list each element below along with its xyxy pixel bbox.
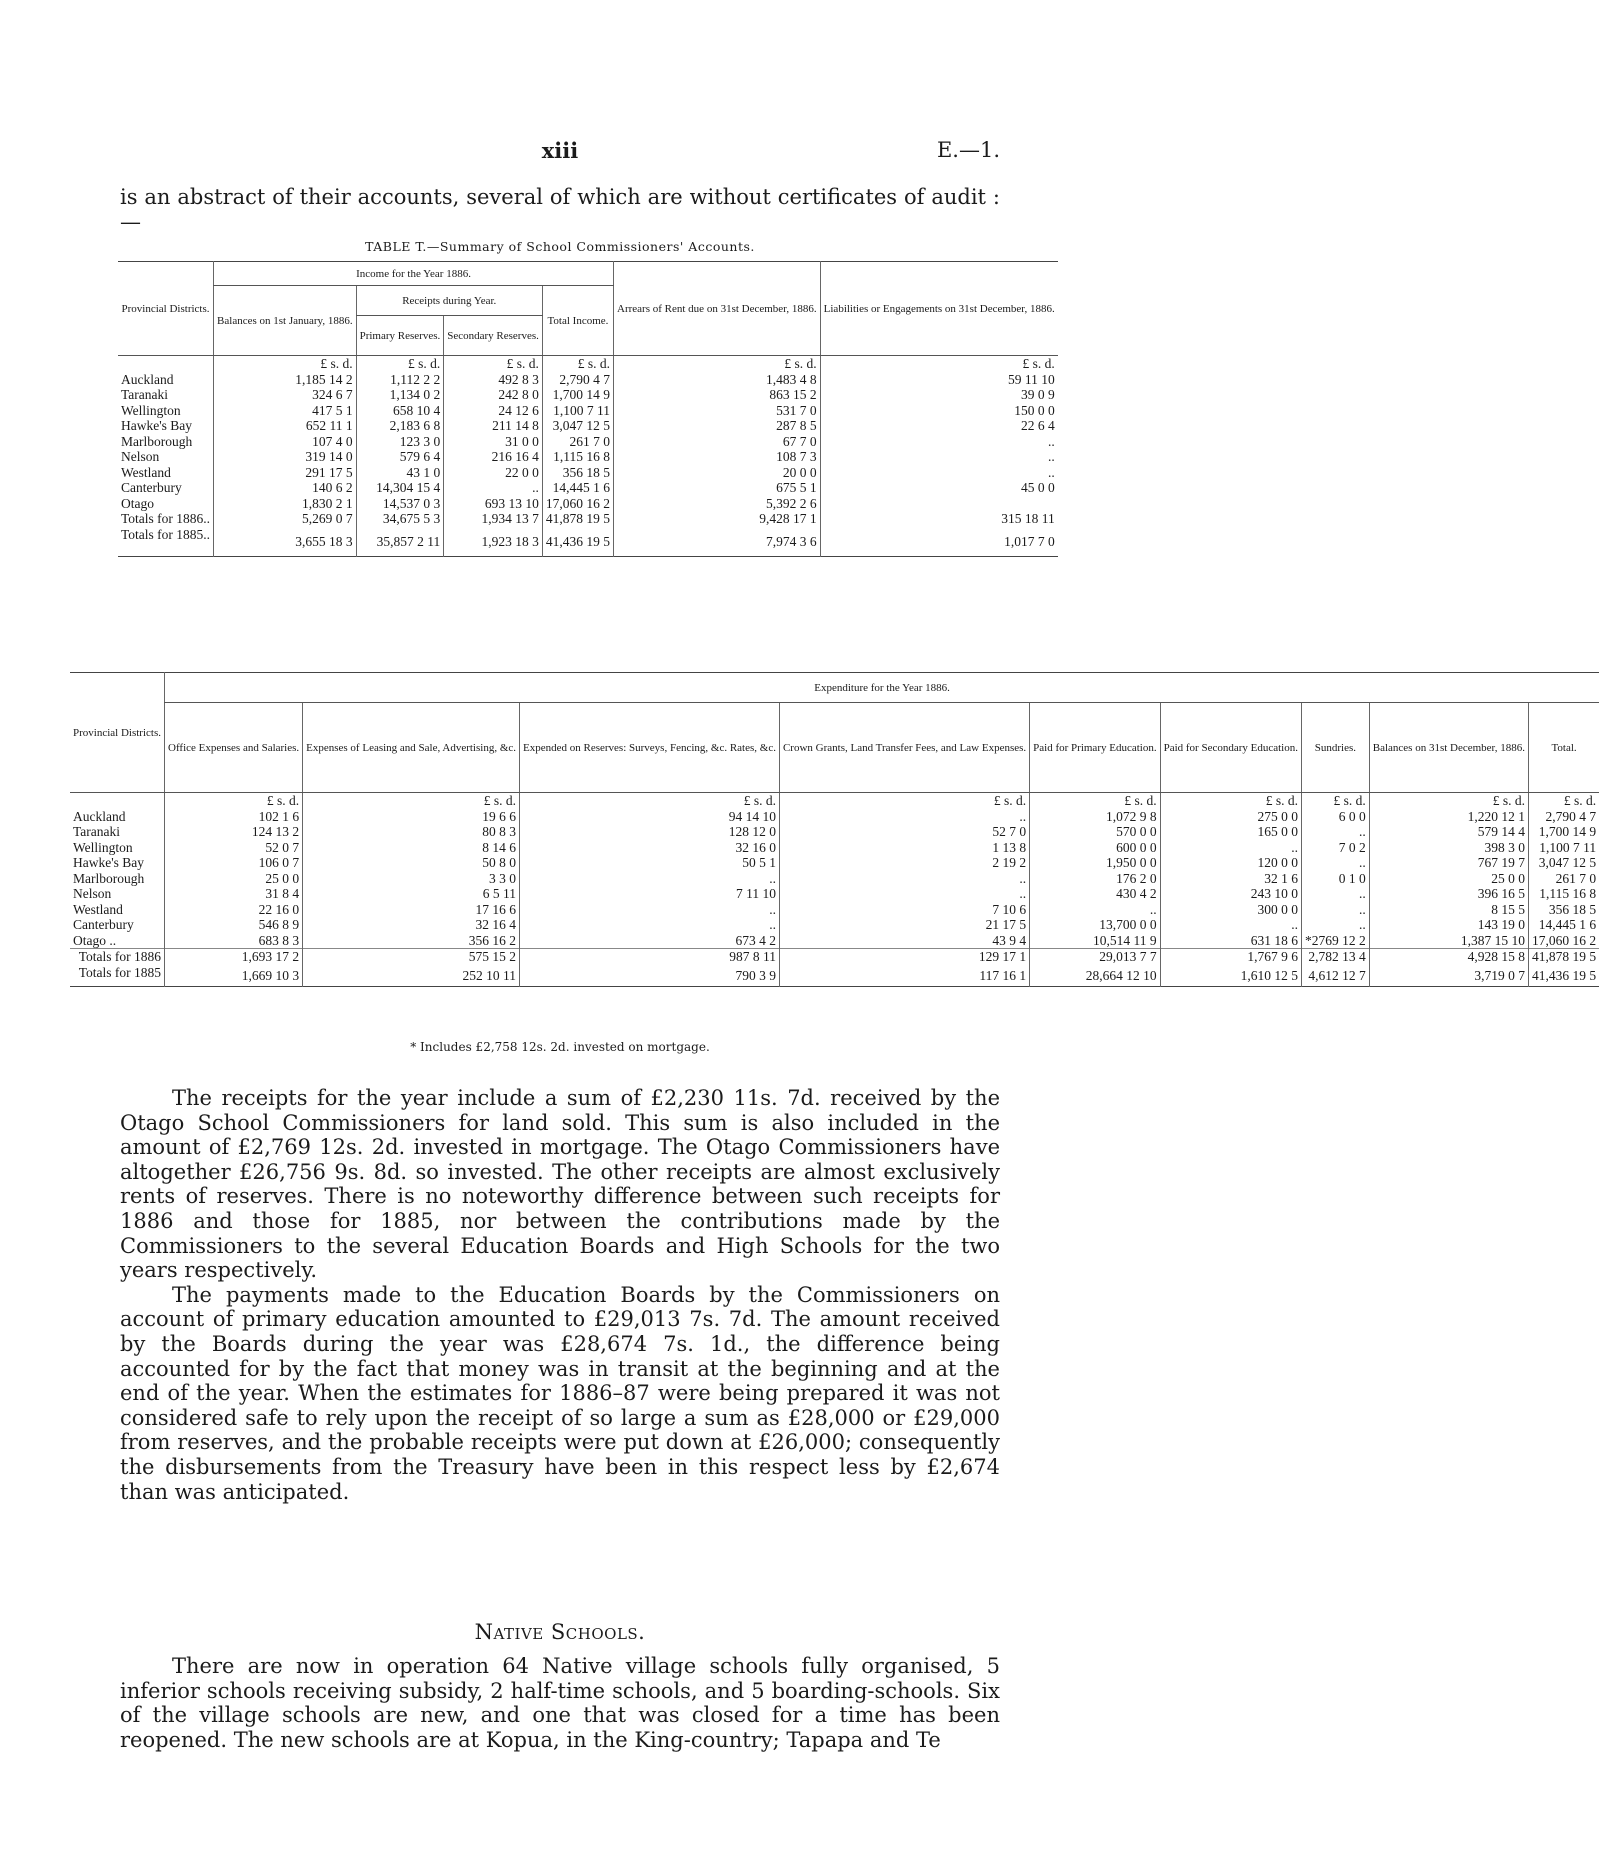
cell: 150 0 0	[820, 403, 1058, 419]
col-header-primary: Primary Reserves.	[356, 316, 444, 356]
table-row	[118, 496, 1058, 512]
unit-label: £ s. d.	[1160, 793, 1301, 809]
cell: 261 7 0	[542, 434, 613, 450]
col-header-balances: Balances on 1st January, 1886.	[214, 286, 357, 356]
intro-text: is an abstract of their accounts, several of which are without certificates of audit :—	[120, 185, 1000, 234]
cell: ..	[820, 449, 1058, 465]
cell: 1,923 18 3	[444, 527, 543, 557]
cell: ..	[779, 809, 1029, 825]
cell: 261 7 0	[1529, 871, 1599, 887]
cell: 1 13 8	[779, 840, 1029, 856]
cell: 324 6 7	[214, 387, 357, 403]
cell: ..	[779, 886, 1029, 902]
cell: 652 11 1	[214, 418, 357, 434]
cell: 683 8 3	[165, 933, 303, 949]
cell: 2,782 13 4	[1301, 949, 1369, 965]
cell: 32 16 0	[520, 840, 780, 856]
cell: 20 0 0	[614, 465, 821, 481]
district-name: Nelson	[121, 449, 160, 464]
table-row	[70, 824, 1599, 840]
cell: 32 16 4	[303, 917, 520, 933]
cell: 34,675 5 3	[356, 511, 444, 527]
totals-label: Totals for 1885	[78, 964, 161, 980]
cell: 25 0 0	[165, 871, 303, 887]
unit-row	[118, 356, 1058, 372]
cell: 675 5 1	[614, 480, 821, 496]
cell: 7 11 10	[520, 886, 780, 902]
table-row	[118, 449, 1058, 465]
cell: 1,934 13 7	[444, 511, 543, 527]
cell: 9,428 17 1	[614, 511, 821, 527]
cell: 600 0 0	[1030, 840, 1160, 856]
cell: 492 8 3	[444, 372, 543, 388]
cell: ..	[520, 902, 780, 918]
cell: 123 3 0	[356, 434, 444, 450]
cell: 128 12 0	[520, 824, 780, 840]
col-header-reserves: Expended on Reserves: Surveys, Fencing, &c. Rates, &c.	[520, 703, 780, 793]
cell: 7 0 2	[1301, 840, 1369, 856]
unit-label: £ s. d.	[542, 356, 613, 372]
cell	[820, 496, 1058, 512]
cell: 2 19 2	[779, 855, 1029, 871]
unit-label: £ s. d.	[820, 356, 1058, 372]
unit-label: £ s. d.	[1369, 793, 1528, 809]
cell: 579 14 4	[1369, 824, 1528, 840]
district-name: Hawke's Bay	[121, 418, 193, 433]
cell: ..	[1030, 902, 1160, 918]
cell: 570 0 0	[1030, 824, 1160, 840]
cell: 3,719 0 7	[1369, 965, 1528, 987]
cell: *2769 12 2	[1301, 933, 1369, 949]
cell: 19 6 6	[303, 809, 520, 825]
table-row	[70, 933, 1599, 949]
district-name: Otago ..	[73, 932, 117, 948]
table-row	[70, 809, 1599, 825]
table-row	[70, 855, 1599, 871]
cell: 1,830 2 1	[214, 496, 357, 512]
col-header-primary-education: Paid for Primary Education.	[1030, 703, 1160, 793]
col-header-balances: Balances on 31st December, 1886.	[1369, 703, 1528, 793]
unit-label: £ s. d.	[614, 356, 821, 372]
col-header-office-expenses: Office Expenses and Salaries.	[165, 703, 303, 793]
cell: 32 1 6	[1160, 871, 1301, 887]
table-row	[70, 917, 1599, 933]
cell: ..	[820, 434, 1058, 450]
cell: ..	[1301, 902, 1369, 918]
cell: 4,928 15 8	[1369, 949, 1528, 965]
cell: 356 16 2	[303, 933, 520, 949]
table-row	[70, 840, 1599, 856]
col-header-sundries: Sundries.	[1301, 703, 1369, 793]
table-caption: TABLE T.—Summary of School Commissioners' Accounts.	[365, 239, 755, 254]
cell: 1,185 14 2	[214, 372, 357, 388]
district-name: Canterbury	[73, 917, 134, 932]
cell: 767 19 7	[1369, 855, 1528, 871]
cell: 790 3 9	[520, 965, 780, 987]
district-name: Westland	[73, 901, 123, 917]
col-header-crown-grants: Crown Grants, Land Transfer Fees, and Law Expenses.	[779, 703, 1029, 793]
unit-label: £ s. d.	[303, 793, 520, 809]
cell: 25 0 0	[1369, 871, 1528, 887]
cell: 430 4 2	[1030, 886, 1160, 902]
cell: 29,013 7 7	[1030, 949, 1160, 965]
unit-label: £ s. d.	[214, 356, 357, 372]
cell: 13,700 0 0	[1030, 917, 1160, 933]
unit-label: £ s. d.	[779, 793, 1029, 809]
cell: ..	[1160, 840, 1301, 856]
cell: 176 2 0	[1030, 871, 1160, 887]
cell: 129 17 1	[779, 949, 1029, 965]
cell: 39 0 9	[820, 387, 1058, 403]
page-header	[120, 138, 1000, 170]
cell: 124 13 2	[165, 824, 303, 840]
cell: ..	[444, 480, 543, 496]
district-name: Taranaki	[121, 387, 169, 402]
cell: 52 7 0	[779, 824, 1029, 840]
paragraph: The payments made to the Education Boards by the Commissioners on account of primary education amounted to £29,013 7s. 7d. The amount received by the Boards during the year was £28,674 7s. 1d., the difference being accounted for by the fact that money was in transit at the beginning and at the end of the year. When the estimates for 1886–87 were being prepared it was not considered safe to rely upon the receipt of so large a sum as £28,000 or £29,000 from reserves, and the probable receipts were put down at £26,000; consequently the disbursements from the Treasury have been in this respect less by £2,674 than was anticipated.	[120, 1282, 1000, 1504]
native-schools-section	[120, 1654, 1000, 1752]
table2-body	[70, 793, 1599, 987]
cell: 31 8 4	[165, 886, 303, 902]
unit-label: £ s. d.	[444, 356, 543, 372]
cell: 4,612 12 7	[1301, 965, 1369, 987]
cell: 575 15 2	[303, 949, 520, 965]
section-heading: Native Schools.	[474, 1620, 646, 1644]
table-row	[118, 418, 1058, 434]
cell: 1,100 7 11	[1529, 840, 1599, 856]
cell: 94 14 10	[520, 809, 780, 825]
table-row	[118, 465, 1058, 481]
cell: 631 18 6	[1160, 933, 1301, 949]
cell: ..	[520, 871, 780, 887]
unit-label: £ s. d.	[165, 793, 303, 809]
district-name: Nelson	[73, 886, 112, 901]
cell: 252 10 11	[303, 965, 520, 987]
cell: 987 8 11	[520, 949, 780, 965]
cell: 275 0 0	[1160, 809, 1301, 825]
unit-label: £ s. d.	[1301, 793, 1369, 809]
cell: 531 7 0	[614, 403, 821, 419]
cell: 5,269 0 7	[214, 511, 357, 527]
district-name: Hawke's Bay	[73, 855, 145, 870]
district-name: Auckland	[73, 808, 126, 824]
cell: 17,060 16 2	[1529, 933, 1599, 949]
cell: 50 8 0	[303, 855, 520, 871]
cell: 211 14 8	[444, 418, 543, 434]
cell: ..	[820, 465, 1058, 481]
unit-label: £ s. d.	[356, 356, 444, 372]
cell: 5,392 2 6	[614, 496, 821, 512]
cell: 10,514 11 9	[1030, 933, 1160, 949]
cell: 546 8 9	[165, 917, 303, 933]
unit-row	[70, 793, 1599, 809]
cell: 14,304 15 4	[356, 480, 444, 496]
cell: 0 1 0	[1301, 871, 1369, 887]
cell: 3 3 0	[303, 871, 520, 887]
table-row	[118, 434, 1058, 450]
col-header-secondary: Secondary Reserves.	[444, 316, 543, 356]
cell: 1,767 9 6	[1160, 949, 1301, 965]
table-row	[70, 886, 1599, 902]
cell: 1,700 14 9	[1529, 824, 1599, 840]
cell: 106 0 7	[165, 855, 303, 871]
district-name: Marlborough	[73, 870, 145, 886]
cell: 319 14 0	[214, 449, 357, 465]
cell: 579 6 4	[356, 449, 444, 465]
cell: ..	[1301, 824, 1369, 840]
totals-row	[70, 965, 1599, 987]
cell: 300 0 0	[1160, 902, 1301, 918]
totals-row	[118, 511, 1058, 527]
cell: 2,790 4 7	[542, 372, 613, 388]
cell: 67 7 0	[614, 434, 821, 450]
cell: 1,387 15 10	[1369, 933, 1528, 949]
cell: 140 6 2	[214, 480, 357, 496]
totals-label: Totals for 1886..	[121, 511, 211, 526]
cell: 1,072 9 8	[1030, 809, 1160, 825]
cell: 7 10 6	[779, 902, 1029, 918]
cell: 108 7 3	[614, 449, 821, 465]
cell: 45 0 0	[820, 480, 1058, 496]
cell: 8 14 6	[303, 840, 520, 856]
cell: 14,537 0 3	[356, 496, 444, 512]
cell: 3,655 18 3	[214, 527, 357, 557]
cell: 17,060 16 2	[542, 496, 613, 512]
cell: 41,436 19 5	[1529, 965, 1599, 987]
cell: 243 10 0	[1160, 886, 1301, 902]
cell: 22 16 0	[165, 902, 303, 918]
cell: 398 3 0	[1369, 840, 1528, 856]
cell: 31 0 0	[444, 434, 543, 450]
col-header-income: Income for the Year 1886.	[214, 262, 614, 286]
cell: ..	[1301, 855, 1369, 871]
cell: 396 16 5	[1369, 886, 1528, 902]
cell: ..	[1301, 886, 1369, 902]
body-paragraphs	[120, 1086, 1000, 1504]
cell: 1,100 7 11	[542, 403, 613, 419]
cell: 24 12 6	[444, 403, 543, 419]
col-header-districts: Provincial Districts.	[70, 673, 165, 793]
cell: 41,436 19 5	[542, 527, 613, 557]
cell: 1,220 12 1	[1369, 809, 1528, 825]
cell: 28,664 12 10	[1030, 965, 1160, 987]
cell: 41,878 19 5	[542, 511, 613, 527]
cell: ..	[1301, 917, 1369, 933]
cell: 1,483 4 8	[614, 372, 821, 388]
cell: 291 17 5	[214, 465, 357, 481]
cell: 35,857 2 11	[356, 527, 444, 557]
cell: 8 15 5	[1369, 902, 1528, 918]
cell: 356 18 5	[1529, 902, 1599, 918]
totals-row	[118, 527, 1058, 557]
col-header-secondary-education: Paid for Secondary Education.	[1160, 703, 1301, 793]
cell: 59 11 10	[820, 372, 1058, 388]
cell: 1,112 2 2	[356, 372, 444, 388]
cell: 315 18 11	[820, 511, 1058, 527]
cell: 673 4 2	[520, 933, 780, 949]
page-number: xiii	[541, 138, 579, 163]
cell: 14,445 1 6	[542, 480, 613, 496]
district-name: Auckland	[121, 371, 174, 387]
cell: 1,115 16 8	[1529, 886, 1599, 902]
col-header-districts: Provincial Districts.	[118, 262, 214, 356]
table-footnote: * Includes £2,758 12s. 2d. invested on mortgage.	[410, 1040, 710, 1054]
district-name: Taranaki	[73, 824, 121, 839]
cell: 17 16 6	[303, 902, 520, 918]
table-row	[118, 480, 1058, 496]
cell: 216 16 4	[444, 449, 543, 465]
cell: 6 0 0	[1301, 809, 1369, 825]
cell: 107 4 0	[214, 434, 357, 450]
cell: 863 15 2	[614, 387, 821, 403]
table1-body	[118, 356, 1058, 557]
cell: ..	[1160, 917, 1301, 933]
cell: 287 8 5	[614, 418, 821, 434]
cell: 1,950 0 0	[1030, 855, 1160, 871]
cell: 3,047 12 5	[1529, 855, 1599, 871]
col-header-receipts: Receipts during Year.	[356, 286, 542, 316]
cell: 1,669 10 3	[165, 965, 303, 987]
district-name: Marlborough	[121, 433, 193, 449]
cell: 2,790 4 7	[1529, 809, 1599, 825]
cell: ..	[779, 871, 1029, 887]
district-name: Wellington	[121, 402, 181, 418]
cell: 242 8 0	[444, 387, 543, 403]
paragraph: There are now in operation 64 Native village schools fully organised, 5 inferior schools receiving subsidy, 2 half-time schools, and 5 boarding-schools. Six of the village schools are new, and one that was closed for a time has been reopened. The new schools are at Kopua, in the King-country; Tapapa and Te	[120, 1654, 1000, 1752]
commissioners-income-table	[118, 261, 1058, 557]
cell: 43 9 4	[779, 933, 1029, 949]
col-header-total-income: Total Income.	[542, 286, 613, 356]
col-header-liabilities: Liabilities or Engagements on 31st December, 1886.	[820, 262, 1058, 356]
cell: 52 0 7	[165, 840, 303, 856]
cell: 1,017 7 0	[820, 527, 1058, 557]
cell: 43 1 0	[356, 465, 444, 481]
district-name: Westland	[121, 464, 171, 480]
cell: 21 17 5	[779, 917, 1029, 933]
cell: ..	[520, 917, 780, 933]
cell: 3,047 12 5	[542, 418, 613, 434]
unit-label: £ s. d.	[1030, 793, 1160, 809]
table-row	[70, 871, 1599, 887]
col-header-total: Total.	[1529, 703, 1599, 793]
paragraph: The receipts for the year include a sum of £2,230 11s. 7d. received by the Otago School Commissioners for land sold. This sum is also included in the amount of £2,769 12s. 2d. invested in mortgage. The Otago Commissioners have altogether £26,756 9s. 8d. so invested. The other receipts are almost exclusively rents of reserves. There is no noteworthy difference between such receipts for 1886 and those for 1885, nor between the contributions made by the Commissioners to the several Education Boards and High Schools for the two years respectively.	[120, 1086, 1000, 1283]
cell: 6 5 11	[303, 886, 520, 902]
cell: 693 13 10	[444, 496, 543, 512]
cell: 117 16 1	[779, 965, 1029, 987]
unit-label: £ s. d.	[520, 793, 780, 809]
cell: 165 0 0	[1160, 824, 1301, 840]
col-header-expenditure: Expenditure for the Year 1886.	[165, 673, 1599, 703]
cell: 50 5 1	[520, 855, 780, 871]
cell: 1,693 17 2	[165, 949, 303, 965]
cell: 1,610 12 5	[1160, 965, 1301, 987]
cell: 120 0 0	[1160, 855, 1301, 871]
district-name: Canterbury	[121, 480, 182, 495]
totals-row	[70, 949, 1599, 965]
cell: 1,700 14 9	[542, 387, 613, 403]
cell: 7,974 3 6	[614, 527, 821, 557]
cell: 14,445 1 6	[1529, 917, 1599, 933]
cell: 22 6 4	[820, 418, 1058, 434]
col-header-leasing-expenses: Expenses of Leasing and Sale, Advertising, &c.	[303, 703, 520, 793]
cell: 143 19 0	[1369, 917, 1528, 933]
table-row	[118, 387, 1058, 403]
cell: 417 5 1	[214, 403, 357, 419]
district-name: Wellington	[73, 839, 133, 855]
district-name: Otago	[121, 495, 154, 511]
document-code: E.—1.	[936, 138, 1000, 162]
cell: 1,134 0 2	[356, 387, 444, 403]
cell: 1,115 16 8	[542, 449, 613, 465]
table-row	[70, 902, 1599, 918]
cell: 80 8 3	[303, 824, 520, 840]
cell: 102 1 6	[165, 809, 303, 825]
cell: 356 18 5	[542, 465, 613, 481]
table-row	[118, 372, 1058, 388]
totals-label: Totals for 1886	[70, 949, 165, 965]
unit-label: £ s. d.	[1529, 793, 1599, 809]
totals-label: Totals for 1885..	[121, 526, 211, 542]
cell: 41,878 19 5	[1529, 949, 1599, 965]
commissioners-expenditure-table	[70, 672, 1599, 987]
cell: 22 0 0	[444, 465, 543, 481]
col-header-arrears: Arrears of Rent due on 31st December, 1886.	[614, 262, 821, 356]
table-row	[118, 403, 1058, 419]
cell: 658 10 4	[356, 403, 444, 419]
cell: 2,183 6 8	[356, 418, 444, 434]
